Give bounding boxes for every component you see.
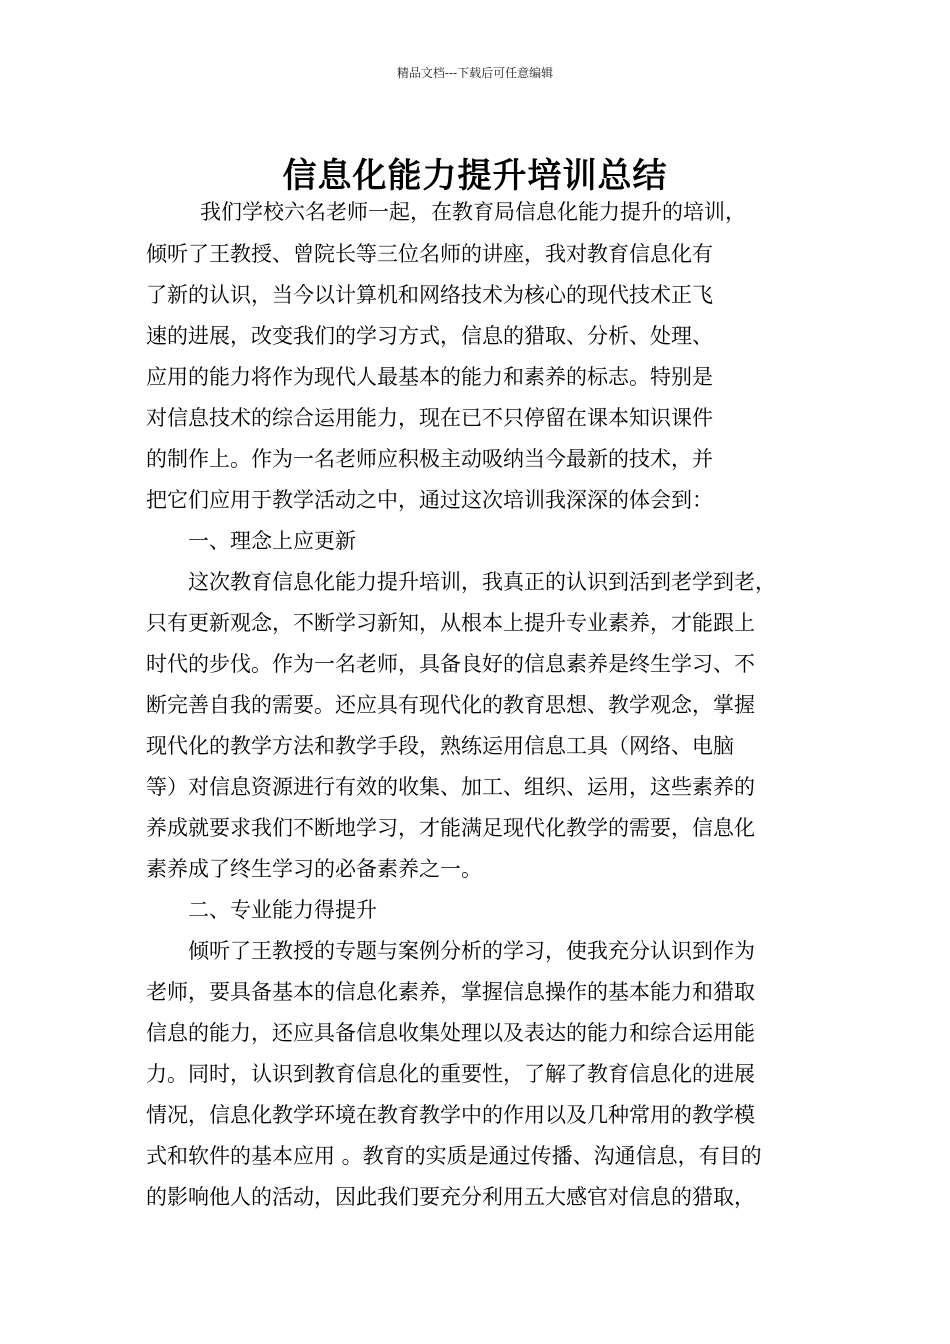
paragraph-line: 的制作上。作为一名老师应积极主动吸纳当今最新的技术，并 — [146, 447, 713, 471]
paragraph-line: 式和软件的基本应用 。教育的实质是通过传播、沟通信息，有目的 — [146, 1144, 762, 1168]
paragraph-line: 的影响他人的活动，因此我们要充分利用五大感官对信息的猎取， — [146, 1185, 755, 1209]
paragraph-line: 这次教育信息化能力提升培训，我真正的认识到活到老学到老， — [188, 570, 776, 594]
paragraph-line: 对信息技术的综合运用能力，现在已不只停留在课本知识课件 — [146, 406, 713, 430]
paragraph-line: 信息的能力，还应具备信息收集处理以及表达的能力和综合运用能 — [146, 1021, 755, 1045]
paragraph-line: 力。同时，认识到教育信息化的重要性，了解了教育信息化的进展 — [146, 1062, 755, 1086]
paragraph-line: 只有更新观念，不断学习新知，从根本上提升专业素养，才能跟上 — [146, 611, 755, 635]
paragraph-line: 等）对信息资源进行有效的收集、加工、组织、运用，这些素养的 — [146, 775, 755, 799]
paragraph-line: 养成就要求我们不断地学习，才能满足现代化教学的需要，信息化 — [146, 816, 755, 840]
paragraph-line: 应用的能力将作为现代人最基本的能力和素养的标志。特别是 — [146, 365, 713, 389]
paragraph-line: 倾听了王教授的专题与案例分析的学习，使我充分认识到作为 — [188, 939, 755, 963]
paragraph-line: 我们学校六名老师一起，在教育局信息化能力提升的培训， — [200, 200, 746, 224]
section-heading: 二、专业能力得提升 — [188, 898, 377, 922]
paragraph-line: 断完善自我的需要。还应具有现代化的教育思想、教学观念，掌握 — [146, 693, 755, 717]
paragraph-line: 把它们应用于教学活动之中，通过这次培训我深深的体会到： — [146, 488, 713, 512]
page-header: 精品文档---下载后可任意编辑 — [396, 66, 554, 80]
paragraph-line: 老师，要具备基本的信息化素养，掌握信息操作的基本能力和猎取 — [146, 980, 755, 1004]
document-title: 信息化能力提升培训总结 — [282, 156, 668, 196]
paragraph-line: 情况，信息化教学环境在教育教学中的作用以及几种常用的教学模 — [146, 1103, 755, 1127]
paragraph-line: 现代化的教学方法和教学手段，熟练运用信息工具（网络、电脑 — [146, 734, 734, 758]
paragraph-line: 倾听了王教授、曾院长等三位名师的讲座，我对教育信息化有 — [146, 242, 713, 266]
section-heading: 一、理念上应更新 — [188, 529, 356, 553]
paragraph-line: 时代的步伐。作为一名老师，具备良好的信息素养是终生学习、不 — [146, 652, 755, 676]
paragraph-line: 素养成了终生学习的必备素养之一。 — [146, 857, 482, 881]
paragraph-line: 了新的认识，当今以计算机和网络技术为核心的现代技术正飞 — [146, 283, 713, 307]
paragraph-line: 速的进展，改变我们的学习方式，信息的猎取、分析、处理、 — [146, 324, 713, 348]
